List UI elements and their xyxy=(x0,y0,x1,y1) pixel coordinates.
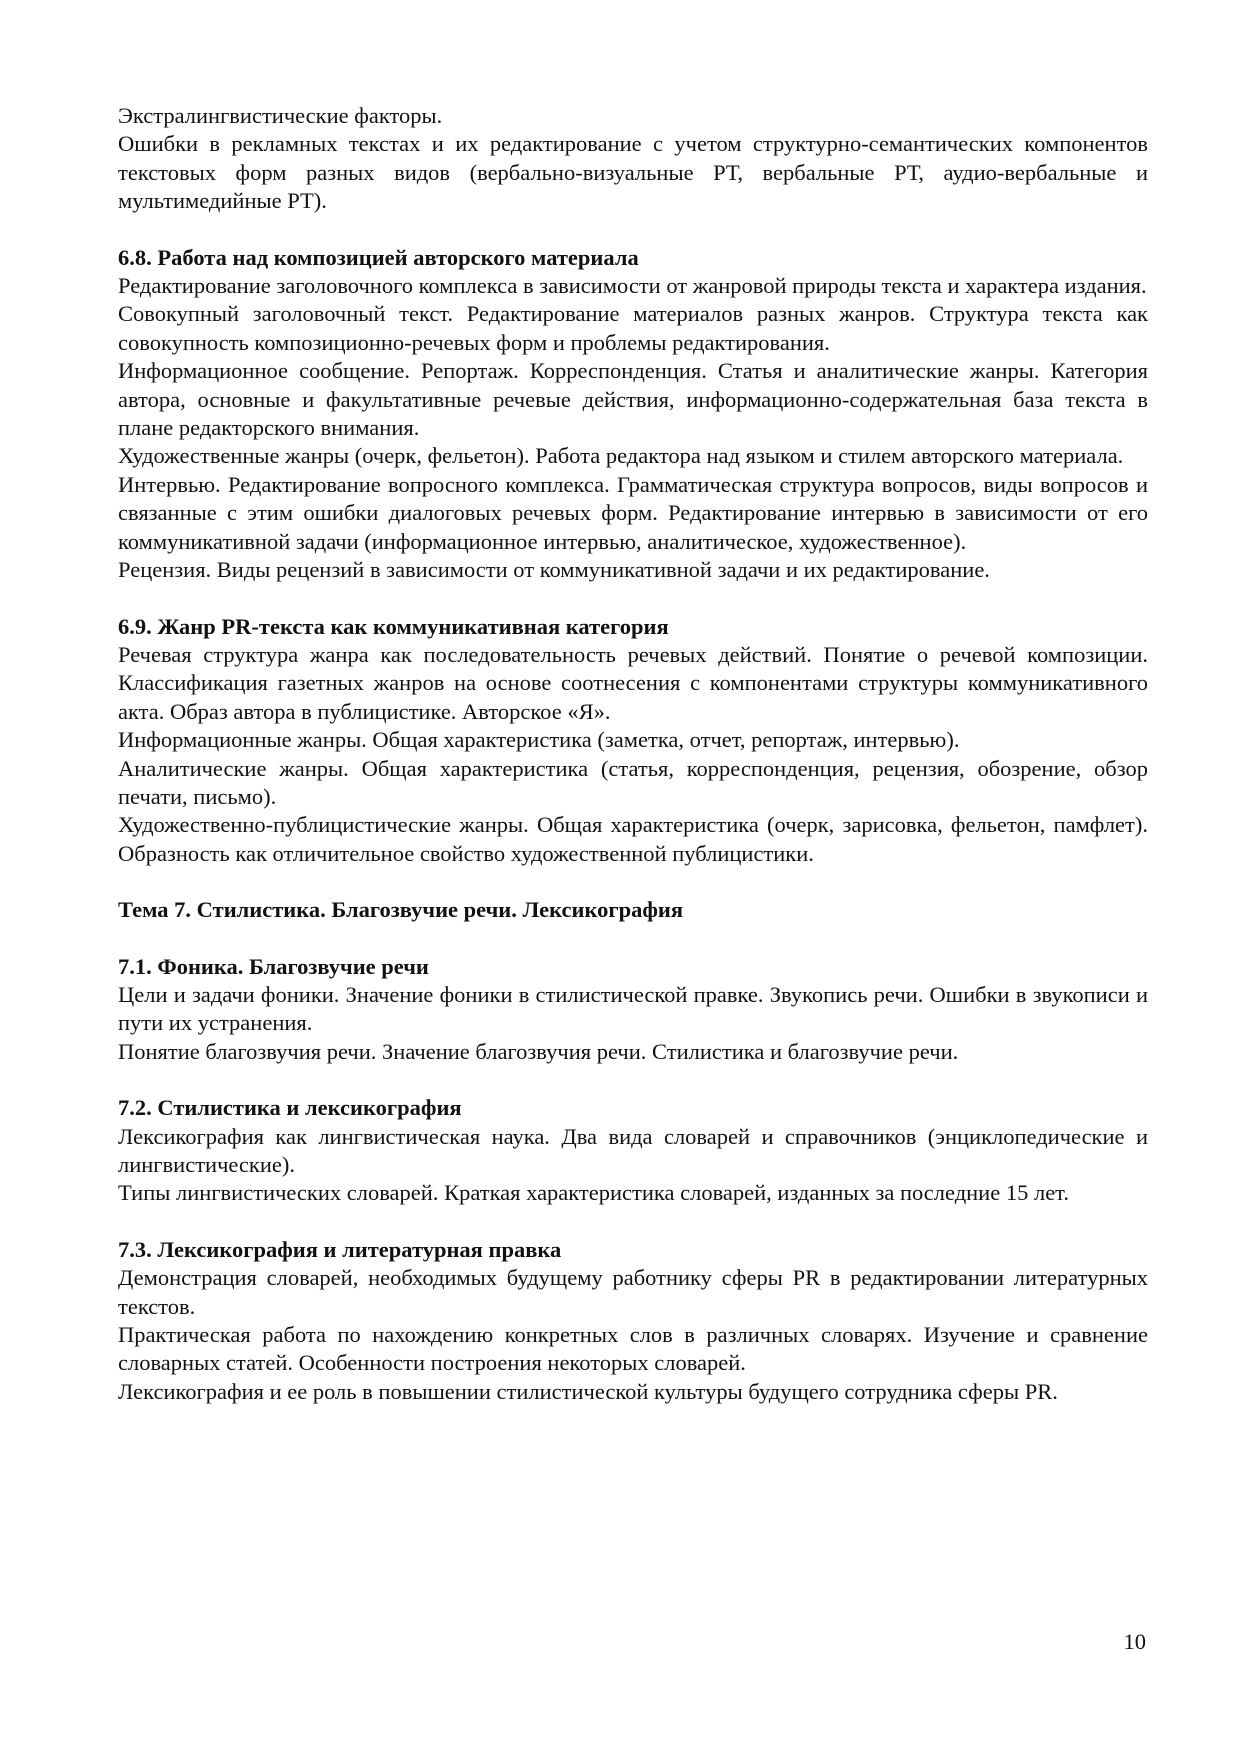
section-6-8-paragraph: Рецензия. Виды рецензий в зависимости от коммуникативной задачи и их редактирование. xyxy=(118,557,990,583)
section-7-3-paragraph: Лексикография и ее роль в повышении стилистической культуры будущего сотрудника сферы PR. xyxy=(118,1378,1058,1404)
section-6-9-paragraph: Аналитические жанры. Общая характеристика (статья, корреспонденция, рецензия, обозрение, обзор печати, письмо). xyxy=(118,755,1148,809)
section-6-9-paragraph: Информационные жанры. Общая характеристика (заметка, отчет, репортаж, интервью). xyxy=(118,727,960,753)
theme-7-heading: Тема 7. Стилистика. Благозвучие речи. Лексикография xyxy=(118,897,684,923)
section-7-1-paragraph: Понятие благозвучия речи. Значение благозвучия речи. Стилистика и благозвучие речи. xyxy=(118,1038,959,1064)
intro-paragraph: Ошибки в рекламных текстах и их редактирование с учетом структурно-семантических компонентов текстовых форм разных видов (вербально-визуальные РТ, вербальные РТ, аудио-вербальные и мультимедийные РТ). xyxy=(118,131,1148,214)
section-6-8-paragraph: Совокупный заголовочный текст. Редактирование материалов разных жанров. Структура текста как совокупность композиционно-речевых форм и проблемы редактирования. xyxy=(118,301,1148,355)
section-heading-7-1: 7.1. Фоника. Благозвучие речи xyxy=(118,953,429,979)
section-heading-7-3: 7.3. Лексикография и литературная правка xyxy=(118,1236,562,1262)
section-6-8-paragraph: Интервью. Редактирование вопросного комплекса. Грамматическая структура вопросов, виды вопросов и связанные с этим ошибки диалоговых речевых форм. Редактирование интервью в зависимости от его коммуникативной задачи (информационное интервью, аналитическое, художественное). xyxy=(118,471,1148,554)
section-6-9-paragraph: Художественно-публицистические жанры. Общая характеристика (очерк, зарисовка, фельетон, памфлет). Образность как отличительное свойство художественной публицистики. xyxy=(118,812,1148,866)
document-page xyxy=(118,102,1148,1406)
section-heading-6-9: 6.9. Жанр PR-текста как коммуникативная категория xyxy=(118,613,669,639)
section-7-2-paragraph: Лексикография как лингвистическая наука. Два вида словарей и справочников (энциклопедические и лингвистические). xyxy=(118,1123,1148,1177)
section-6-8-paragraph: Художественные жанры (очерк, фельетон). Работа редактора над языком и стилем авторского материала. xyxy=(118,443,1124,469)
section-7-2-paragraph: Типы лингвистических словарей. Краткая характеристика словарей, изданных за последние 15 лет. xyxy=(118,1180,1069,1206)
intro-paragraph: Экстралингвистические факторы. xyxy=(118,103,443,128)
section-heading-6-8: 6.8. Работа над композицией авторского материала xyxy=(118,244,639,270)
section-heading-7-2: 7.2. Стилистика и лексикография xyxy=(118,1095,462,1121)
section-7-3-paragraph: Практическая работа по нахождению конкретных слов в различных словарях. Изучение и сравнение словарных статей. Особенности построения некоторых словарей. xyxy=(118,1322,1148,1376)
section-6-8-paragraph: Информационное сообщение. Репортаж. Корреспонденция. Статья и аналитические жанры. Категория автора, основные и факультативные речевые действия, информационно-содержательная база текста в плане редакторского внимания. xyxy=(118,358,1148,441)
spacer xyxy=(118,1208,1148,1236)
spacer xyxy=(118,868,1148,896)
section-6-9-paragraph: Речевая структура жанра как последовательность речевых действий. Понятие о речевой композиции. Классификация газетных жанров на основе соотнесения с компонентами структуры коммуникативного акта. Образ автора в публицистике. Авторское «Я». xyxy=(118,641,1148,724)
spacer xyxy=(118,585,1148,613)
spacer xyxy=(118,925,1148,953)
section-7-3-paragraph: Демонстрация словарей, необходимых будущему работнику сферы PR в редактировании литературных текстов. xyxy=(118,1265,1148,1319)
section-6-8-paragraph: Редактирование заголовочного комплекса в зависимости от жанровой природы текста и характера издания. xyxy=(118,273,1147,299)
page-number: 10 xyxy=(1123,1629,1146,1654)
spacer xyxy=(118,1066,1148,1094)
spacer xyxy=(118,216,1148,244)
section-7-1-paragraph: Цели и задачи фоники. Значение фоники в стилистической правке. Звукопись речи. Ошибки в звукописи и пути их устранения. xyxy=(118,981,1148,1036)
